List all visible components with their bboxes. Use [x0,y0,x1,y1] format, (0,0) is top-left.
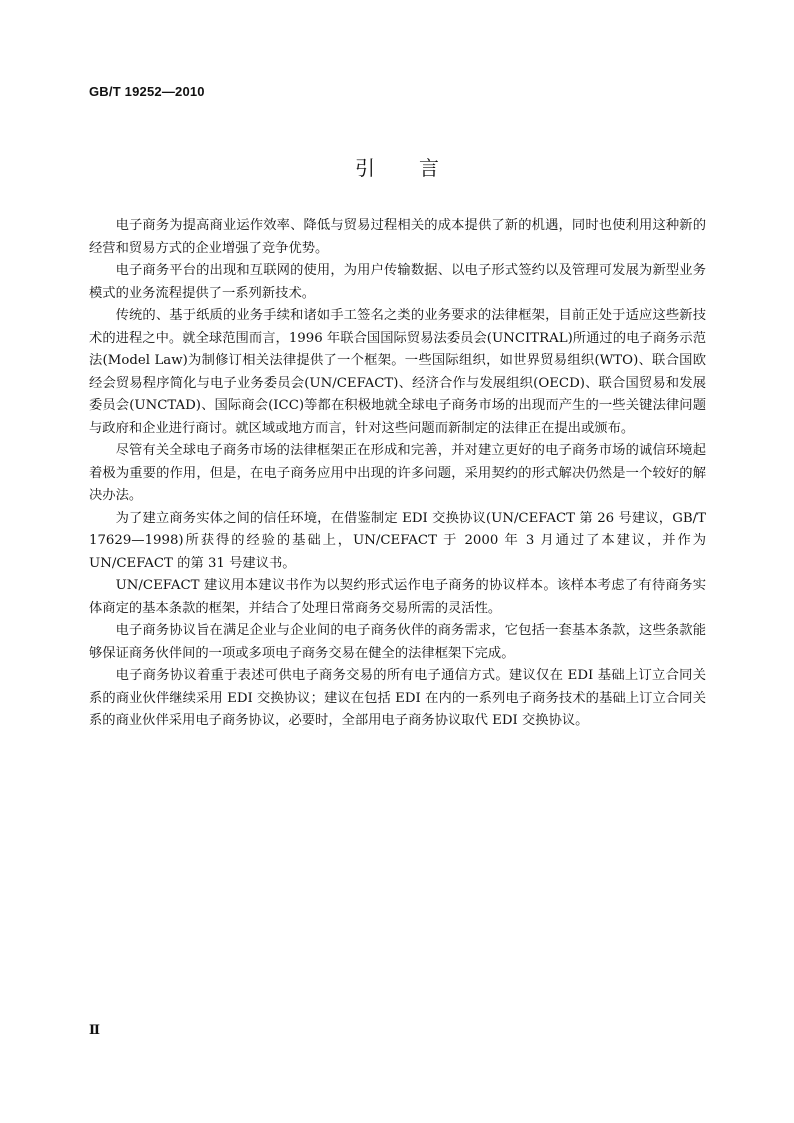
paragraph-3: 传统的、基于纸质的业务手续和诸如手工签名之类的业务要求的法律框架，目前正处于适应这些新技术的进程之中。就全球范围而言，1996 年联合国国际贸易法委员会(UNCITRAL)所通过的电子商务示范法(Model Law)为制修订相关法律提供了一个框架。一些国际组织，如世界贸易组织(WTO)、联合国欧经会贸易程序简化与电子业务委员会(UN/CEFACT)、经济合作与发展组织(OECD)、联合国贸易和发展委员会(UNCTAD)、国际商会(ICC)等都在积极地就全球电子商务市场的出现而产生的一些关键法律问题与政府和企业进行商讨。就区域或地方而言，针对这些问题而新制定的法律正在提出或颁布。 [89,308,706,436]
paragraph-1: 电子商务为提高商业运作效率、降低与贸易过程相关的成本提供了新的机遇，同时也使利用这种新的经营和贸易方式的企业增强了竞争优势。 [89,218,706,256]
paragraph-5: 为了建立商务实体之间的信任环境，在借鉴制定 EDI 交换协议(UN/CEFACT 第 26 号建议，GB/T 17629—1998)所获得的经验的基础上，UN/CEFACT 于 2000 年 3 月通过了本建议，并作为 UN/CEFACT 的第 31 号建议书。 [89,510,706,571]
page-number: Ⅱ [89,1023,100,1038]
title-char-2: 言 [419,156,439,180]
paragraph-7: 电子商务协议旨在满足企业与企业间的电子商务伙伴的商务需求，它包括一套基本条款，这些条款能够保证商务伙伴间的一项或多项电子商务交易在健全的法律框架下完成。 [89,623,706,661]
introduction-body [89,215,706,733]
page-title [0,152,794,181]
paragraph-6: UN/CEFACT 建议用本建议书作为以契约形式运作电子商务的协议样本。该样本考虑了有待商务实体商定的基本条款的框架，并结合了处理日常商务交易所需的灵活性。 [89,578,706,616]
standard-number: GB/T 19252—2010 [89,84,205,99]
paragraph-4: 尽管有关全球电子商务市场的法律框架正在形成和完善，并对建立更好的电子商务市场的诚信环境起着极为重要的作用，但是，在电子商务应用中出现的许多问题，采用契约的形式解决仍然是一个较好的解决办法。 [89,443,706,503]
paragraph-8: 电子商务协议着重于表述可供电子商务交易的所有电子通信方式。建议仅在 EDI 基础上订立合同关系的商业伙伴继续采用 EDI 交换协议；建议在包括 EDI 在内的一系列电子商务技术的基础上订立合同关系的商业伙伴采用电子商务协议，必要时，全部用电子商务协议取代 EDI 交换协议。 [89,668,706,728]
paragraph-2: 电子商务平台的出现和互联网的使用，为用户传输数据、以电子形式签约以及管理可发展为新型业务模式的业务流程提供了一系列新技术。 [89,263,706,301]
title-char-1: 引 [355,156,375,180]
